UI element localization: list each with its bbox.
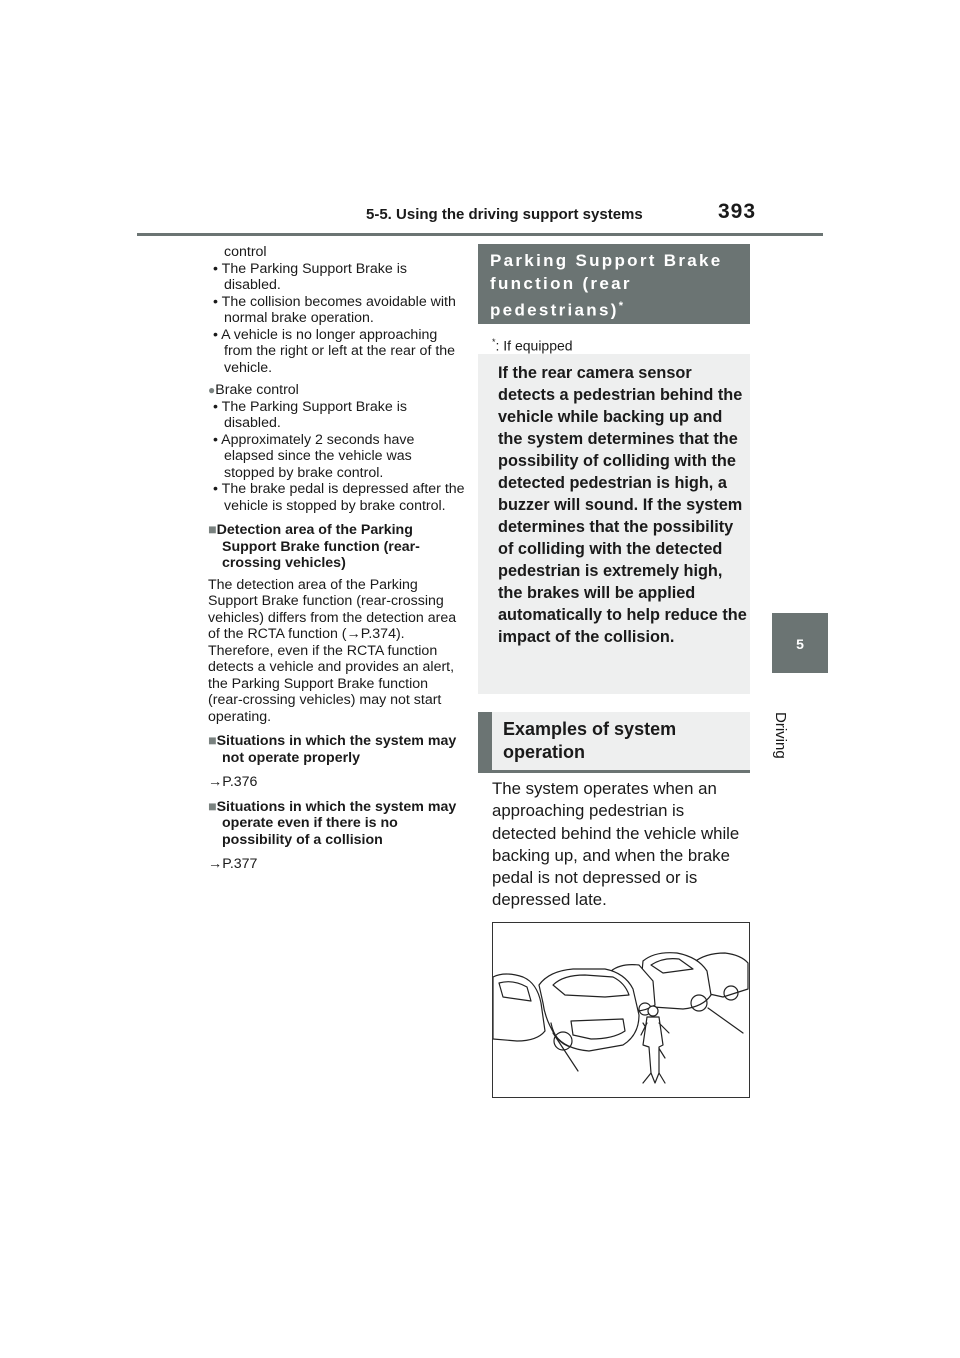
section-breadcrumb: 5-5. Using the driving support systems [366,206,643,223]
page-number: 393 [718,200,757,223]
detection-paragraph: The detection area of the Parking Support Brake function (rear-crossing vehicles) differs from the detection area of the RCTA function (→P.374). Therefore, even if the RCTA function detects a vehicle and provides an alert, the Parking Support Brake function (rear-crossing vehicles) may not start operating. [208,576,457,725]
heading-detection-area: ■Detection area of the Parking Support Brake function (rear-crossing vehicles) [208,522,420,571]
header-rule [137,233,823,236]
heading-operate-no-collision: ■Situations in which the system may operate even if there is no possibility of a collision [208,798,457,848]
subsection-title: Examples of system operation [503,719,677,762]
list-item: • The brake pedal is depressed after the vehicle is stopped by brake control. [213,481,465,514]
list-item: • The collision becomes avoidable with normal brake operation. [213,293,456,326]
left-column [208,244,466,873]
square-bullet-icon: ■ [208,522,217,538]
circle-bullet-icon: ● [208,383,216,397]
intro-word: control [224,244,267,260]
callout-text: If the rear camera sensor detects a pedestrian behind the vehicle while backing up and the system determines that the possibility of colliding with the detected pedestrian is high, a buzzer will sound. If the system determines that the possibility of colliding with the detected pedestrian is extremely high, the brakes will be applied automatically to help reduce the impact of the collision. [498,364,747,646]
list-item: • A vehicle is no longer approaching from the right or left at the rear of the vehicle. [213,326,456,376]
page-reference-link[interactable]: →P.376 [208,774,258,790]
list-item: • Approximately 2 seconds have elapsed since the vehicle was stopped by brake control. [213,431,415,481]
parking-scene-icon [493,923,749,1097]
subsection-title-underline [478,770,750,773]
subsection-title-bar [478,712,492,770]
chapter-tab-number: 5 [796,636,804,652]
page-reference-link[interactable]: →P.377 [208,856,258,872]
section-title: Parking Support Brake function (rear pedestrians)* [490,251,723,320]
square-bullet-icon: ■ [208,733,217,749]
list-item: • The Parking Support Brake is disabled. [213,398,407,431]
brake-control-heading: ●Brake control [208,382,299,398]
square-bullet-icon: ■ [208,798,217,815]
chapter-tab-label: Driving [772,712,789,759]
footnote: *: If equipped [492,337,573,354]
examples-body: The system operates when an approaching pedestrian is detected behind the vehicle while backing up, and when the brake pedal is not depressed or is depressed late. [492,779,740,910]
list-item: • The Parking Support Brake is disabled. [213,260,407,293]
parking-illustration [492,922,750,1098]
heading-not-operate: ■Situations in which the system may not operate properly [208,733,457,766]
